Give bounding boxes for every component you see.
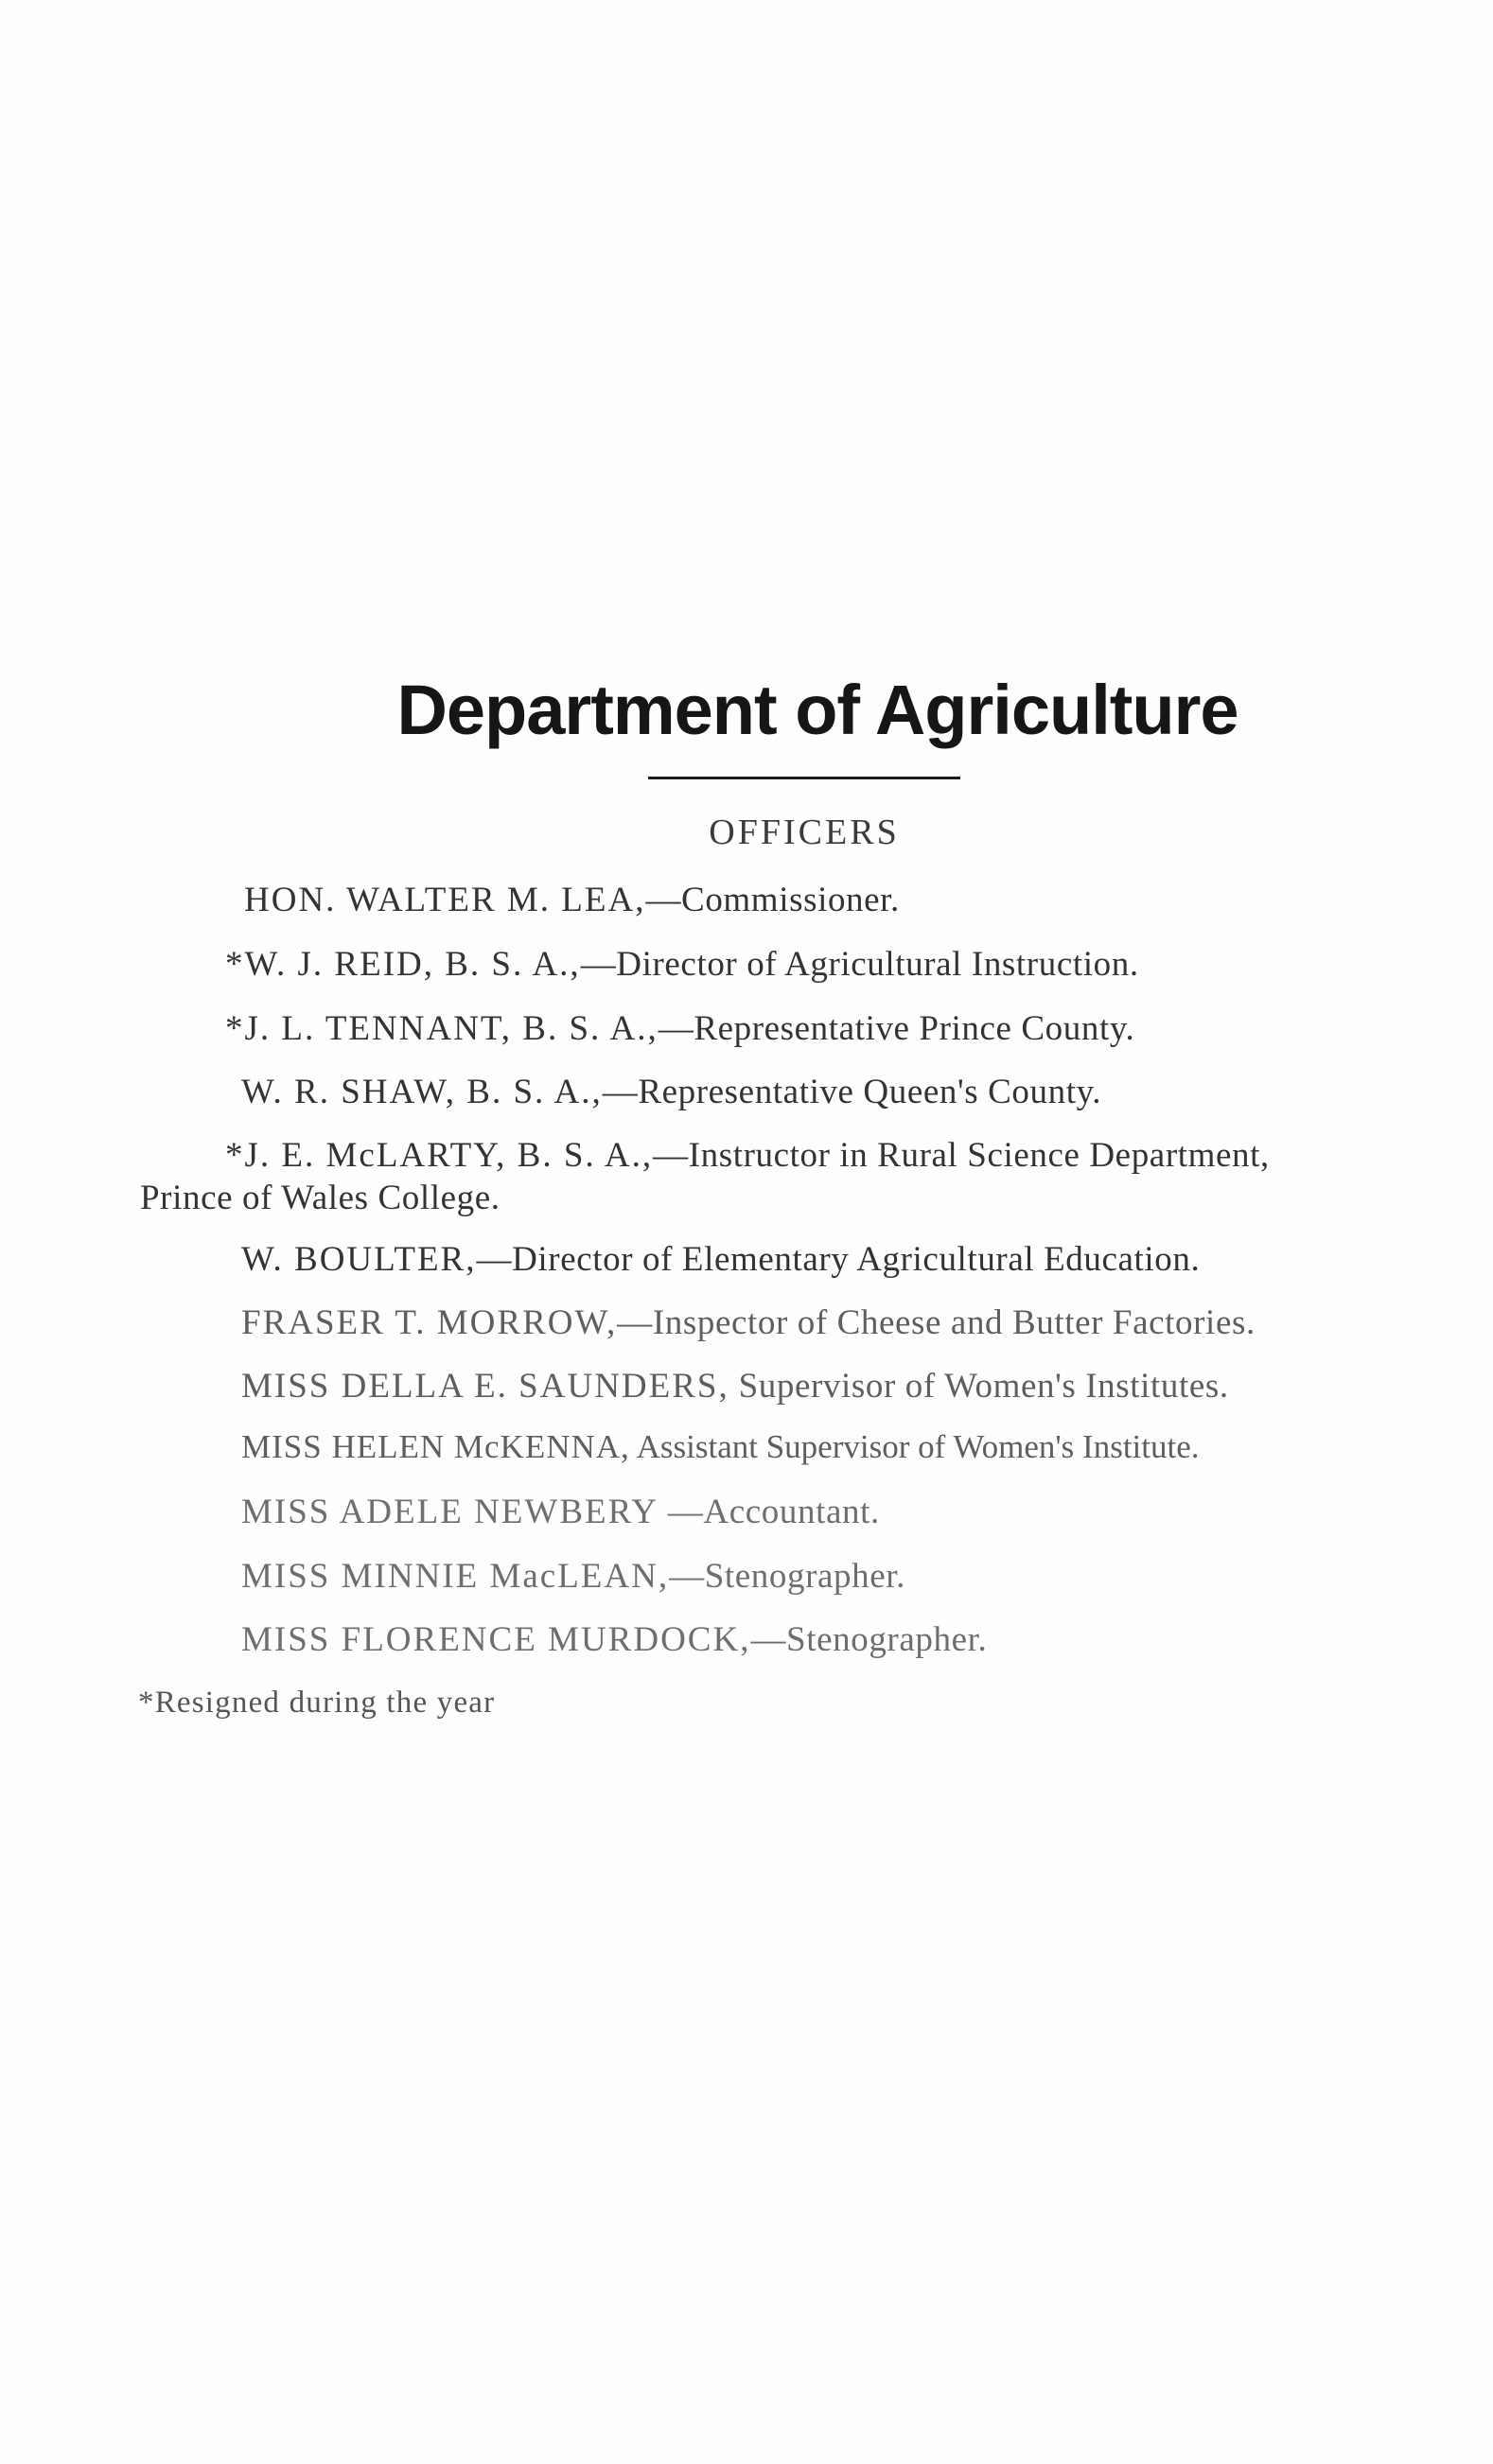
officer-role: —Director of Agricultural Instruction. bbox=[580, 945, 1139, 984]
officer-name: *J. L. TENNANT, B. S. A., bbox=[225, 1009, 659, 1048]
officer-name: MISS HELEN McKENNA, bbox=[241, 1428, 630, 1465]
officer-role: Supervisor of Women's Institutes. bbox=[729, 1367, 1229, 1406]
officer-role: —Director of Elementary Agricultural Education. bbox=[476, 1240, 1201, 1279]
officer-name: W. R. SHAW, B. S. A., bbox=[241, 1073, 603, 1111]
officer-role: —Stenographer. bbox=[750, 1620, 988, 1659]
officer-line bbox=[241, 1302, 1256, 1343]
officer-line bbox=[241, 1619, 987, 1660]
officer-line bbox=[244, 880, 900, 920]
officer-name: *W. J. REID, B. S. A., bbox=[225, 945, 581, 984]
officer-name: MISS DELLA E. SAUNDERS, bbox=[241, 1367, 729, 1406]
officer-name: W. BOULTER, bbox=[241, 1240, 477, 1279]
officer-role: —Representative Prince County. bbox=[658, 1009, 1135, 1048]
officer-name: *J. E. McLARTY, B. S. A., bbox=[225, 1136, 654, 1175]
officer-role: —Commissioner. bbox=[645, 881, 900, 919]
page-title: Department of Agriculture bbox=[396, 671, 1238, 749]
officer-name: MISS FLORENCE MURDOCK, bbox=[241, 1620, 751, 1659]
officer-line bbox=[241, 1428, 1200, 1466]
officer-role: —Inspector of Cheese and Butter Factories. bbox=[617, 1303, 1256, 1342]
officer-role: —Representative Queen's County. bbox=[602, 1073, 1102, 1111]
officer-role: —Stenographer. bbox=[669, 1557, 905, 1596]
officer-role: —Instructor in Rural Science Department, bbox=[653, 1136, 1270, 1175]
officer-line bbox=[241, 1366, 1229, 1407]
officer-line bbox=[241, 1239, 1200, 1280]
officer-name: FRASER T. MORROW, bbox=[241, 1303, 618, 1342]
officer-line bbox=[241, 1556, 905, 1597]
officer-name: MISS MINNIE MacLEAN, bbox=[241, 1557, 670, 1596]
officer-role: Assistant Supervisor of Women's Institute. bbox=[629, 1428, 1200, 1465]
officer-line bbox=[241, 1072, 1101, 1112]
officer-line bbox=[241, 1492, 880, 1532]
section-heading: OFFICERS bbox=[709, 813, 900, 852]
officer-line bbox=[225, 944, 1139, 985]
officer-line bbox=[225, 1135, 1270, 1176]
officer-role: —Accountant. bbox=[658, 1493, 880, 1531]
officer-name: MISS ADELE NEWBERY bbox=[241, 1493, 659, 1531]
officer-name: HON. WALTER M. LEA, bbox=[244, 881, 646, 919]
title-underline bbox=[648, 777, 960, 779]
officer-continuation: Prince of Wales College. bbox=[140, 1179, 501, 1217]
footnote: *Resigned during the year bbox=[138, 1686, 496, 1720]
officer-line bbox=[225, 1008, 1134, 1049]
